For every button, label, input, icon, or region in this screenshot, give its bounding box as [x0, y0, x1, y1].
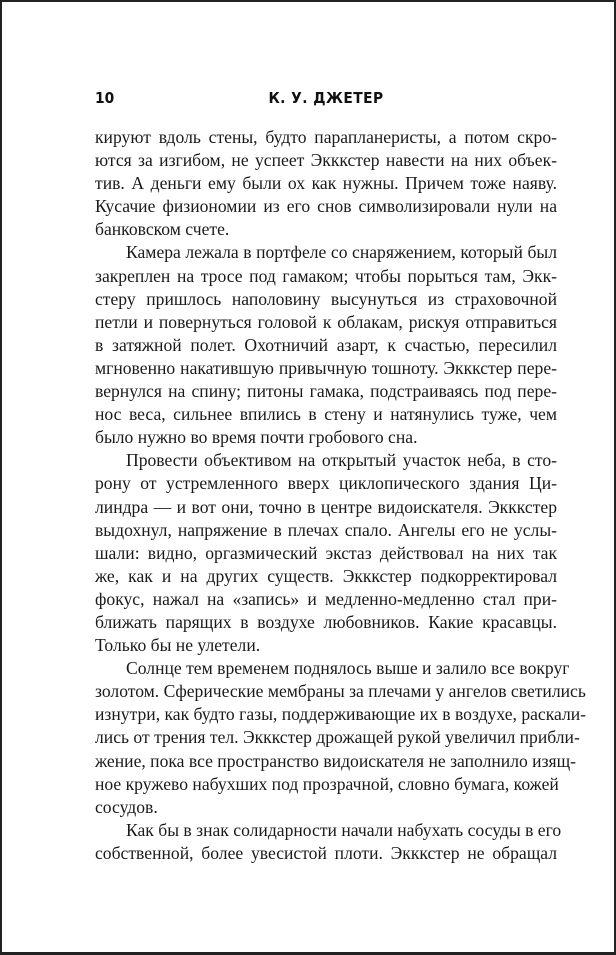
- running-header: [95, 89, 557, 113]
- text-line: петли и повернуться головой к облакам, рискуя отправиться: [95, 311, 557, 332]
- text-line: стеру пришлось наполовину высунуться из страховочной: [95, 288, 557, 309]
- text-line: жение, пока все пространство видоискателя не заполнило изящ-: [95, 750, 577, 771]
- text-line: Как бы в знак солидарности начали набухать сосуды в его: [126, 819, 562, 840]
- text-line: Камера лежала в портфеле со снаряжением, который был: [126, 242, 557, 263]
- text-line: ются за изгибом, не успеет Экккстер навести на них объек-: [95, 150, 557, 171]
- text-line: сосудов.: [95, 796, 158, 817]
- paragraph: [95, 819, 562, 865]
- text-line: вернулся на спину; питоны гамака, подстраиваясь под пере-: [95, 381, 557, 402]
- text-line: шали: видно, оргазмический экстаз действовал на них так: [95, 542, 557, 563]
- text-line: лись от трения тел. Экккстер дрожащей рукой увеличил прибли-: [95, 727, 580, 748]
- text-line: линдра — и вот они, точно в центре видоискателя. Экккстер: [95, 496, 557, 517]
- text-line: рону от устремленного вверх циклопического здания Ци-: [95, 473, 557, 494]
- text-line: в затяжной полет. Охотничий азарт, к счастью, пересилил: [95, 334, 557, 355]
- text-line: Провести объективом на открытый участок неба, в сто-: [126, 450, 557, 471]
- paragraph: [95, 241, 557, 449]
- text-line: ближать парящих в воздухе любовников. Какие красавцы.: [95, 611, 557, 632]
- text-line: мгновенно накатившую привычную тошноту. Экккстер пере-: [95, 357, 557, 378]
- book-page: [2, 2, 614, 952]
- text-line: изнутри, как будто газы, поддерживающие их в воздухе, раскали-: [95, 704, 587, 725]
- page-number: 10: [95, 89, 115, 107]
- text-line: Солнце тем временем поднялось выше и залило все вокруг: [126, 658, 570, 679]
- text-line: ное кружево набухших под прозрачной, словно бумага, кожей: [95, 773, 559, 794]
- text-line: же, как и на других существ. Экккстер подкорректировал: [95, 565, 557, 586]
- text-line: Кусачие физиономии из его снов символизировали нули на: [95, 196, 557, 217]
- text-line: закреплен на тросе под гамаком; чтобы порыться там, Экк-: [95, 265, 557, 286]
- text-line: выдохнул, напряжение в плечах спало. Ангелы его не услы-: [95, 519, 557, 540]
- text-line: банковском счете.: [95, 219, 230, 240]
- text-line: тив. А деньги ему были ох как нужны. Причем тоже наяву.: [95, 173, 557, 194]
- text-line: было нужно во время почти гробового сна.: [95, 427, 418, 448]
- text-line: собственной, более увесистой плоти. Экккстер не обращал: [95, 842, 557, 863]
- text-line: золотом. Сферические мембраны за плечами у ангелов светились: [95, 681, 586, 702]
- text-line: кируют вдоль стены, будто парапланеристы, а потом скро-: [95, 127, 557, 147]
- paragraph: [95, 449, 557, 657]
- text-line: Только бы не улетели.: [95, 635, 261, 656]
- paragraph: [95, 126, 557, 241]
- text-line: фокус, нажал на «запись» и медленно-медленно стал при-: [95, 588, 557, 609]
- body-text: [95, 126, 587, 865]
- paragraph: [95, 657, 587, 819]
- running-title: К. У. ДЖЕТЕР: [268, 89, 384, 107]
- text-line: нос веса, сильнее впились в стену и натянулись туже, чем: [95, 404, 557, 425]
